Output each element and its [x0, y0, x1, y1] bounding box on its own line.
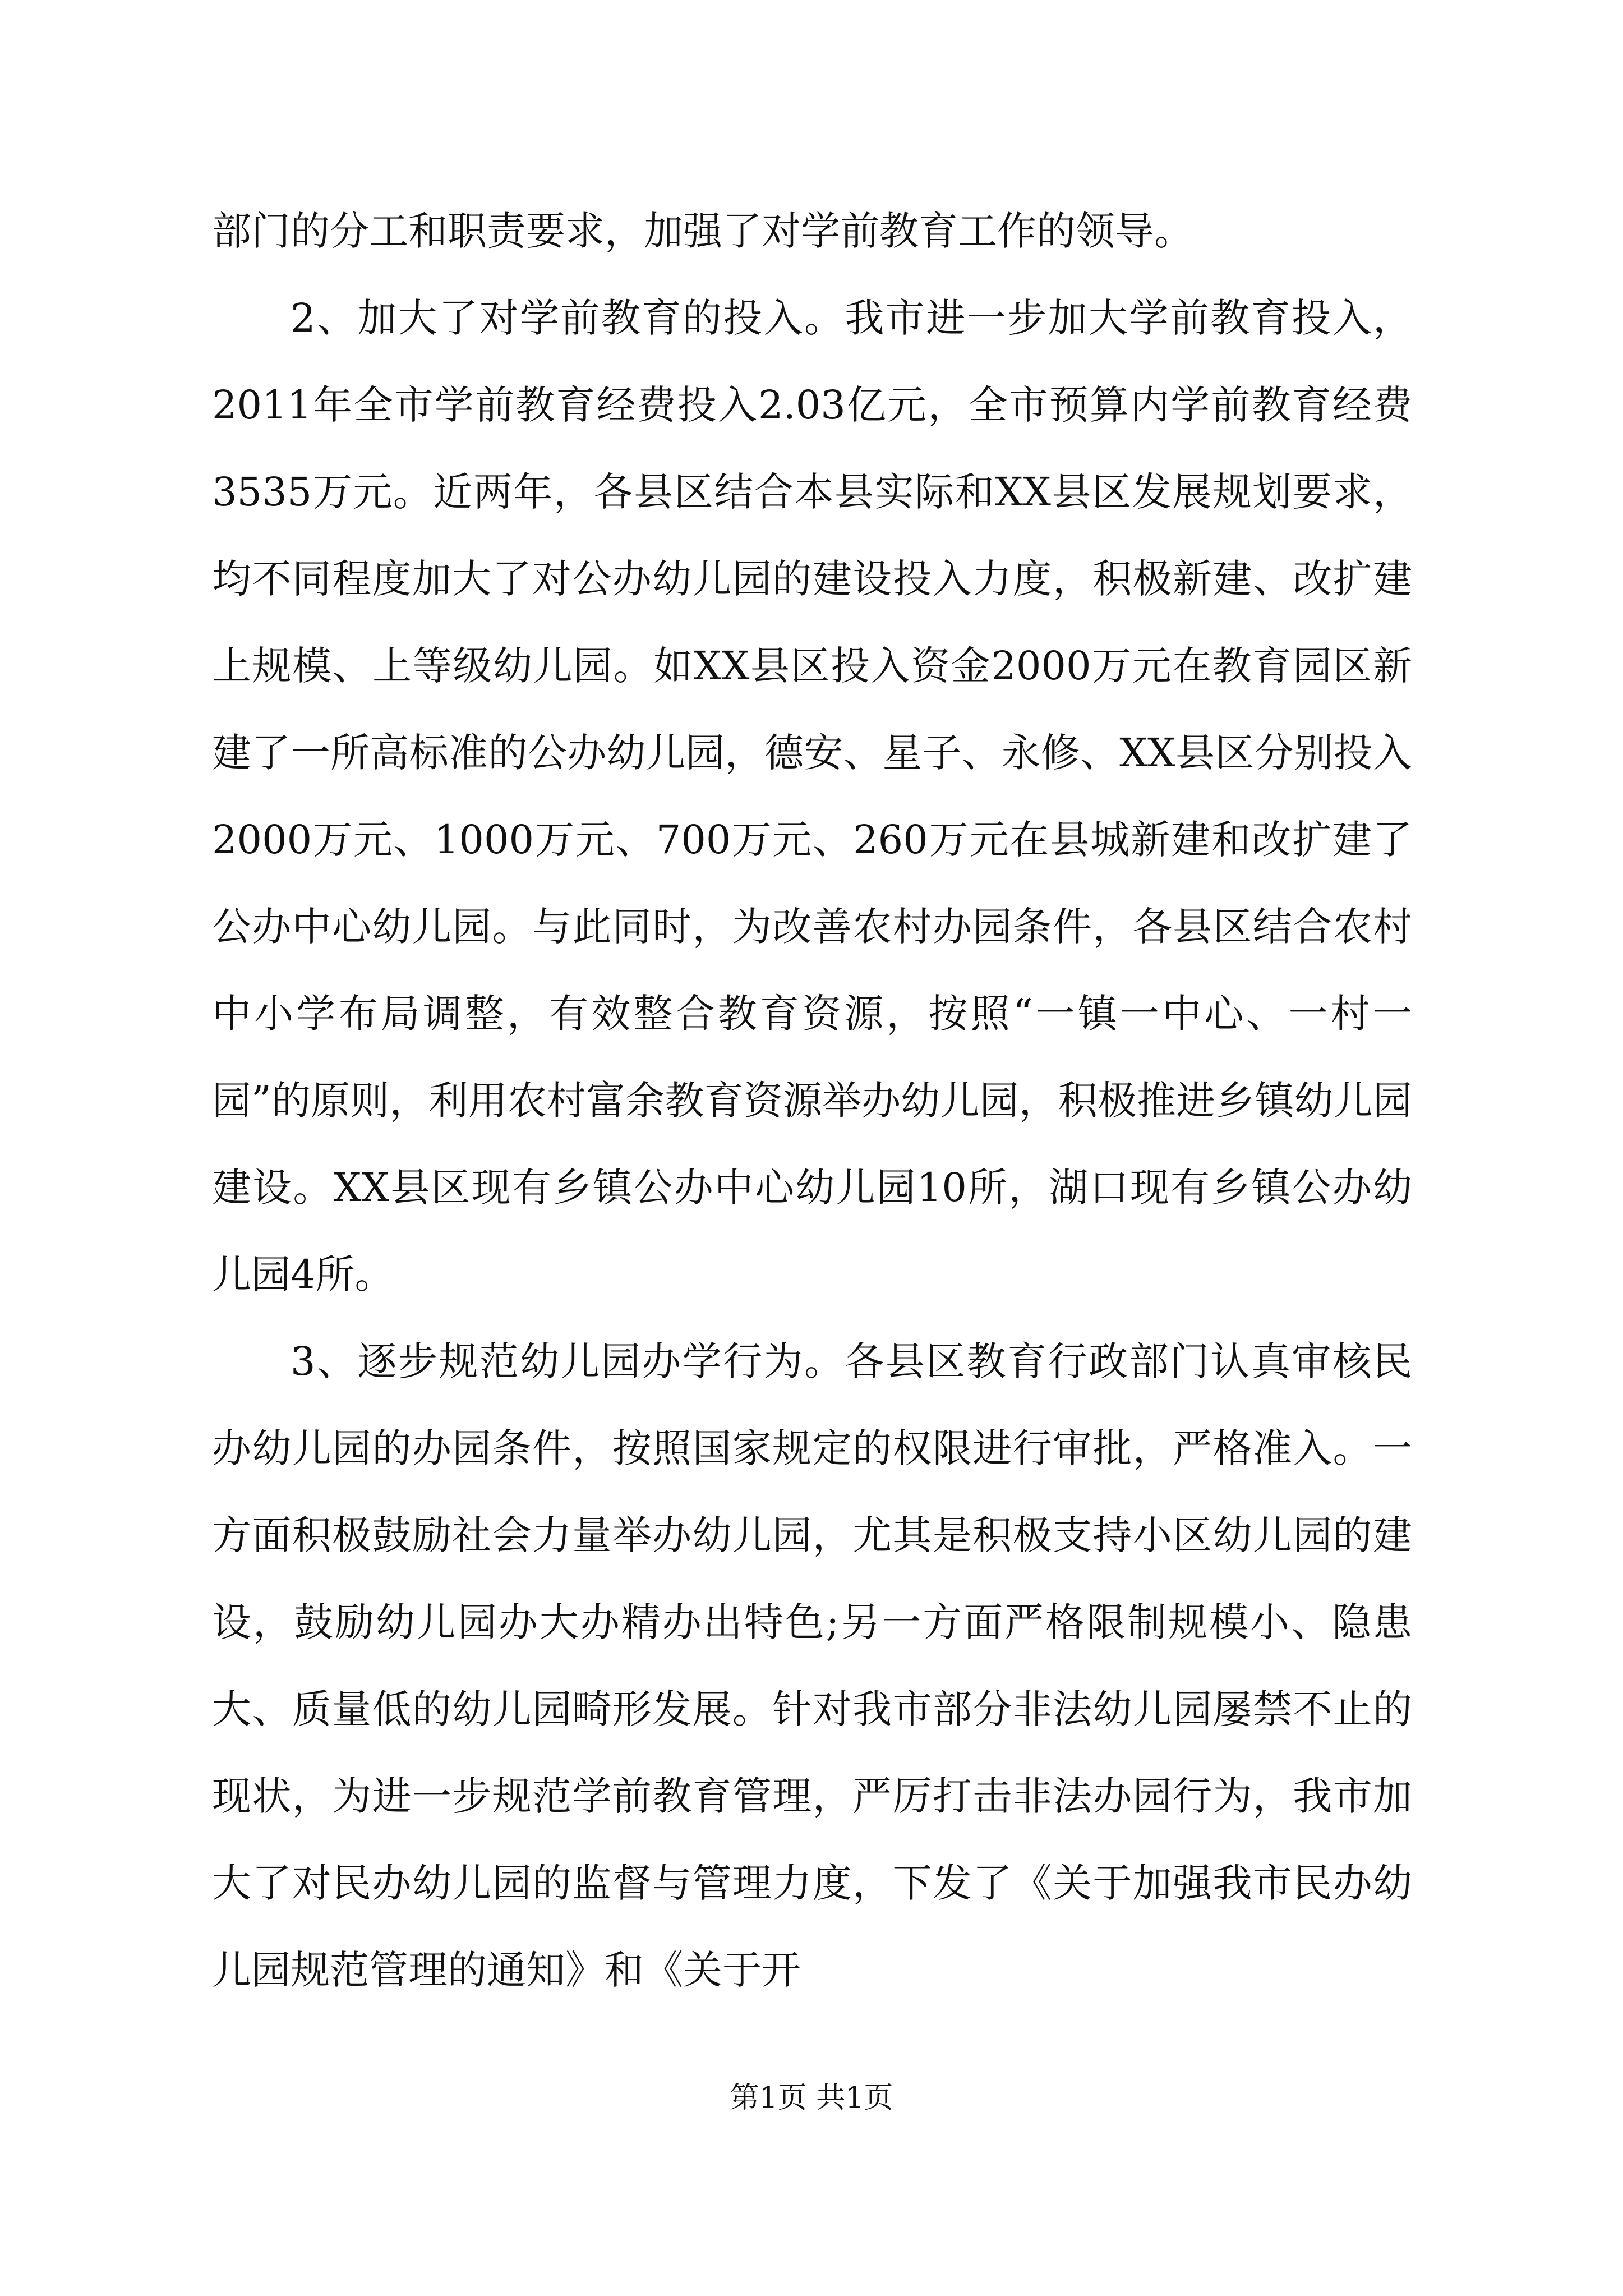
document-body — [212, 188, 1412, 2014]
page-footer — [0, 2078, 1623, 2118]
paragraph-1: 部门的分工和职责要求，加强了对学前教育工作的领导。 — [212, 208, 1193, 254]
paragraph-3: 3、逐步规范幼儿园办学行为。各县区教育行政部门认真审核民办幼儿园的办园条件，按照国家规定的权限进行审批，严格准入。一方面积极鼓励社会力量举办幼儿园，尤其是积极支持小区幼儿园的建设，鼓励幼儿园办大办精办出特色;另一方面严格限制规模小、隐患大、质量低的幼儿园畸形发展。针对我市部分非法幼儿园屡禁不止的现状，为进一步规范学前教育管理，严厉打击非法办园行为，我市加大了对民办幼儿园的监督与管理力度，下发了《关于加强我市民办幼儿园规范管理的通知》和《关于开 — [212, 1338, 1412, 1993]
page-number-label: 第1页 共1页 — [730, 2081, 893, 2115]
paragraph-2: 2、加大了对学前教育的投入。我市进一步加大学前教育投入，2011年全市学前教育经费投入2.03亿元，全市预算内学前教育经费3535万元。近两年，各县区结合本县实际和XX县区发展规划要求，均不同程度加大了对公办幼儿园的建设投入力度，积极新建、改扩建上规模、上等级幼儿园。如XX县区投入资金2000万元在教育园区新建了一所高标准的公办幼儿园，德安、星子、永修、XX县区分别投入2000万元、1000万元、700万元、260万元在县城新建和改扩建了公办中心幼儿园。与此同时，为改善农村办园条件，各县区结合农村中小学布局调整，有效整合教育资源，按照“一镇一中心、一村一园”的原则，利用农村富余教育资源举办幼儿园，积极推进乡镇幼儿园建设。XX县区现有乡镇公办中心幼儿园10所，湖口现有乡镇公办幼儿园4所。 — [212, 295, 1412, 1297]
